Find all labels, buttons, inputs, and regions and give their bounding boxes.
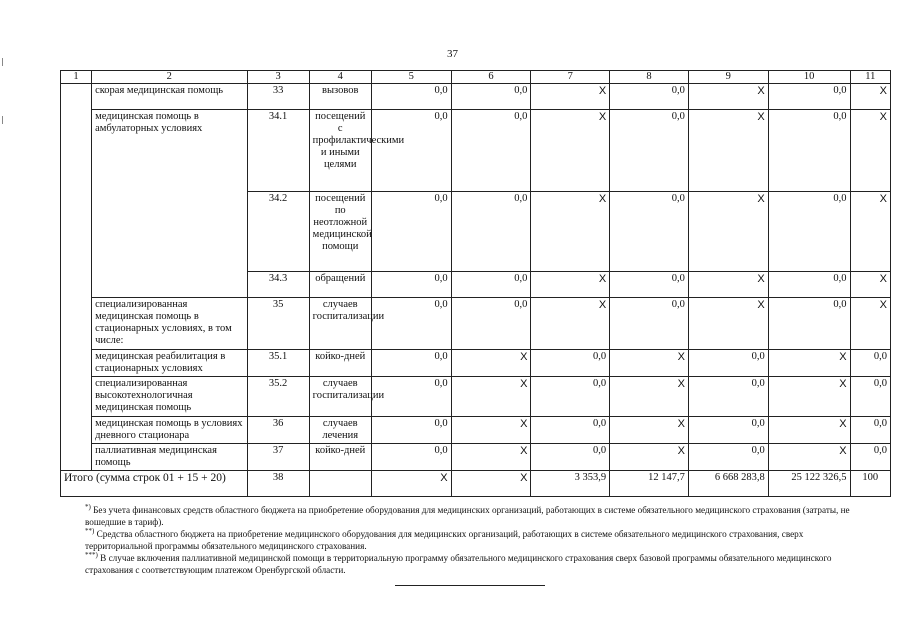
row-unit: случаев госпитализации bbox=[309, 298, 371, 350]
x-mark: X bbox=[850, 272, 890, 298]
x-mark: X bbox=[688, 298, 768, 350]
cell-value: 0,0 bbox=[610, 272, 689, 298]
x-mark: X bbox=[688, 84, 768, 110]
row-name: медицинская помощь в условиях дневного стационара bbox=[92, 417, 247, 444]
x-mark: X bbox=[531, 298, 610, 350]
total-row bbox=[61, 471, 891, 497]
cell-value: 0,0 bbox=[371, 350, 451, 377]
table-row bbox=[61, 84, 891, 110]
x-mark: X bbox=[531, 192, 610, 272]
col-header: 7 bbox=[531, 71, 610, 84]
footnote-3 bbox=[60, 552, 850, 576]
cell-value: 0,0 bbox=[688, 417, 768, 444]
cell-value: 0,0 bbox=[850, 350, 890, 377]
footnote-2 bbox=[60, 528, 850, 552]
footnote-mark: *) bbox=[85, 502, 91, 511]
cell-value: 0,0 bbox=[768, 192, 850, 272]
col-header: 2 bbox=[92, 71, 247, 84]
cell-value: 25 122 326,5 bbox=[768, 471, 850, 497]
x-mark: X bbox=[850, 84, 890, 110]
col-header: 11 bbox=[850, 71, 890, 84]
cell-value: 0,0 bbox=[531, 444, 610, 471]
row-name: специализированная высокотехнологичная медицинская помощь bbox=[92, 377, 247, 417]
col-header: 4 bbox=[309, 71, 371, 84]
x-mark: X bbox=[688, 272, 768, 298]
col-header: 5 bbox=[371, 71, 451, 84]
cell-value: 3 353,9 bbox=[531, 471, 610, 497]
table-row bbox=[61, 350, 891, 377]
col-header: 9 bbox=[688, 71, 768, 84]
cell-value: 0,0 bbox=[531, 350, 610, 377]
row-unit: вызовов bbox=[309, 84, 371, 110]
cell-value: 0,0 bbox=[610, 298, 689, 350]
row-line: 35.1 bbox=[247, 350, 309, 377]
footnote-mark: **) bbox=[85, 526, 95, 535]
cell-value: 0,0 bbox=[371, 444, 451, 471]
cell-value: 0,0 bbox=[451, 84, 531, 110]
x-mark: X bbox=[850, 192, 890, 272]
col-header: 6 bbox=[451, 71, 531, 84]
table-row bbox=[61, 298, 891, 350]
blank-cell bbox=[61, 84, 92, 471]
cell-value: 0,0 bbox=[850, 417, 890, 444]
cell-value: 0,0 bbox=[371, 417, 451, 444]
cell-value: 0,0 bbox=[610, 84, 689, 110]
cell-value: 0,0 bbox=[768, 84, 850, 110]
row-line: 38 bbox=[247, 471, 309, 497]
row-line: 35 bbox=[247, 298, 309, 350]
x-mark: X bbox=[768, 350, 850, 377]
cell-value: 0,0 bbox=[688, 350, 768, 377]
row-unit: случаев лечения bbox=[309, 417, 371, 444]
footnote-text: Без учета финансовых средств областного бюджета на приобретение оборудования для медицинских организаций, работающих в системе обязательного медицинского страхования (затраты, не вошедшие в тариф). bbox=[85, 505, 850, 527]
x-mark: X bbox=[768, 417, 850, 444]
column-number-row bbox=[61, 71, 891, 84]
cell-value: 0,0 bbox=[371, 377, 451, 417]
x-mark: X bbox=[451, 377, 531, 417]
cell-value: 0,0 bbox=[850, 377, 890, 417]
col-header: 1 bbox=[61, 71, 92, 84]
row-line: 34.2 bbox=[247, 192, 309, 272]
row-line: 37 bbox=[247, 444, 309, 471]
row-name: скорая медицинская помощь bbox=[92, 84, 247, 110]
x-mark: X bbox=[451, 471, 531, 497]
col-header: 8 bbox=[610, 71, 689, 84]
x-mark: X bbox=[451, 417, 531, 444]
x-mark: X bbox=[850, 110, 890, 192]
table-row bbox=[61, 417, 891, 444]
cell-value: 0,0 bbox=[610, 192, 689, 272]
row-unit: койко-дней bbox=[309, 444, 371, 471]
x-mark: X bbox=[451, 350, 531, 377]
x-mark: X bbox=[531, 272, 610, 298]
footnote-mark: ***) bbox=[85, 550, 98, 559]
row-line: 34.3 bbox=[247, 272, 309, 298]
row-name: медицинская реабилитация в стационарных условиях bbox=[92, 350, 247, 377]
table-row bbox=[61, 110, 891, 192]
cell-value: 0,0 bbox=[451, 272, 531, 298]
x-mark: X bbox=[371, 471, 451, 497]
cell-value: 0,0 bbox=[531, 417, 610, 444]
footnote-text: Средства областного бюджета на приобретение медицинского оборудования для медицинских организаций, работающих в системе обязательного медицинского страхования, сверх территориальной программы обязательного медицинского страхования. bbox=[85, 529, 804, 551]
row-unit: койко-дней bbox=[309, 350, 371, 377]
row-line: 33 bbox=[247, 84, 309, 110]
blank-cell bbox=[309, 471, 371, 497]
cell-value: 0,0 bbox=[768, 110, 850, 192]
col-header: 10 bbox=[768, 71, 850, 84]
table-row bbox=[61, 377, 891, 417]
x-mark: X bbox=[531, 84, 610, 110]
cell-value: 0,0 bbox=[371, 298, 451, 350]
row-name: специализированная медицинская помощь в стационарных условиях, в том числе: bbox=[92, 298, 247, 350]
cell-value: 0,0 bbox=[610, 110, 689, 192]
cell-value: 0,0 bbox=[531, 377, 610, 417]
row-unit: посещений по неотложной медицинской помощи bbox=[309, 192, 371, 272]
cell-value: 0,0 bbox=[371, 192, 451, 272]
cell-value: 0,0 bbox=[451, 298, 531, 350]
table-row bbox=[61, 444, 891, 471]
x-mark: X bbox=[688, 110, 768, 192]
x-mark: X bbox=[610, 444, 689, 471]
x-mark: X bbox=[610, 350, 689, 377]
cell-value: 0,0 bbox=[451, 110, 531, 192]
cell-value: 0,0 bbox=[688, 444, 768, 471]
page-number: 37 bbox=[447, 48, 458, 60]
row-line: 35.2 bbox=[247, 377, 309, 417]
cell-value: 100 bbox=[850, 471, 890, 497]
margin-mark bbox=[2, 116, 3, 124]
total-label: Итого (сумма строк 01 + 15 + 20) bbox=[61, 471, 248, 497]
row-unit: случаев госпитализации bbox=[309, 377, 371, 417]
cell-value: 0,0 bbox=[688, 377, 768, 417]
row-name: медицинская помощь в амбулаторных условиях bbox=[92, 110, 247, 298]
x-mark: X bbox=[768, 377, 850, 417]
cell-value: 0,0 bbox=[768, 298, 850, 350]
row-name: паллиативная медицинская помощь bbox=[92, 444, 247, 471]
x-mark: X bbox=[610, 377, 689, 417]
footnotes bbox=[60, 504, 850, 576]
x-mark: X bbox=[531, 110, 610, 192]
footnote-1 bbox=[60, 504, 850, 528]
cell-value: 0,0 bbox=[768, 272, 850, 298]
cell-value: 0,0 bbox=[371, 110, 451, 192]
x-mark: X bbox=[610, 417, 689, 444]
cell-value: 6 668 283,8 bbox=[688, 471, 768, 497]
x-mark: X bbox=[850, 298, 890, 350]
x-mark: X bbox=[688, 192, 768, 272]
row-unit: посещений с профилактическими и иными целями bbox=[309, 110, 371, 192]
col-header: 3 bbox=[247, 71, 309, 84]
row-line: 36 bbox=[247, 417, 309, 444]
footnote-text: В случае включения паллиативной медицинской помощи в территориальную программу обязательного медицинского страхования сверх базовой программы обязательного медицинского страхования с соответствующим платежом Оренбургской области. bbox=[85, 553, 832, 575]
x-mark: X bbox=[768, 444, 850, 471]
cell-value: 0,0 bbox=[371, 272, 451, 298]
x-mark: X bbox=[451, 444, 531, 471]
financing-table bbox=[60, 70, 891, 497]
cell-value: 0,0 bbox=[371, 84, 451, 110]
cell-value: 12 147,7 bbox=[610, 471, 689, 497]
cell-value: 0,0 bbox=[451, 192, 531, 272]
end-rule bbox=[395, 585, 545, 586]
row-unit: обращений bbox=[309, 272, 371, 298]
cell-value: 0,0 bbox=[850, 444, 890, 471]
row-line: 34.1 bbox=[247, 110, 309, 192]
